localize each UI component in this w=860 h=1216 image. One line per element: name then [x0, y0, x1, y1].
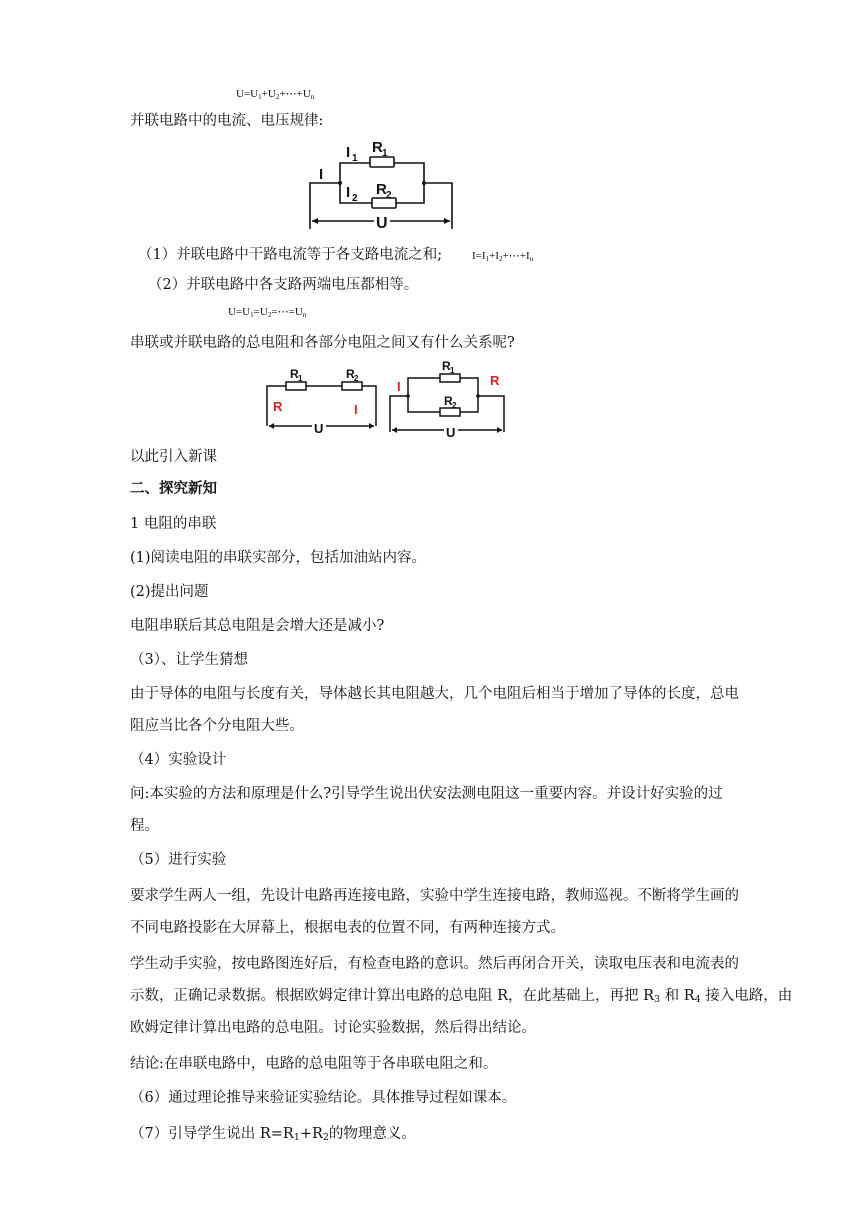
svg-text:R: R — [290, 367, 299, 381]
svg-text:R: R — [442, 360, 451, 373]
svg-text:1: 1 — [450, 366, 455, 375]
step-2: (2)提出问题 — [130, 584, 209, 600]
label-R2-sub: 2 — [386, 190, 392, 201]
parallel-circuit-small-diagram — [386, 360, 510, 442]
parallel-rule-heading: 并联电路中的电流、电压规律: — [130, 113, 324, 129]
section-heading: 二、探究新知 — [130, 480, 217, 497]
subsection-heading: 1 电阻的串联 — [130, 516, 217, 532]
step-1: (1)阅读电阻的串联实部分，包括加油站内容。 — [130, 550, 427, 566]
parallel-current-formula: $I=I_1+I_2+\cdots+I_n$ — [472, 250, 534, 263]
parallel-small-label-I: I — [397, 379, 401, 394]
svg-text:U: U — [314, 421, 324, 436]
svg-text:2: 2 — [354, 374, 359, 383]
guess-line-2: 阻应当比各个分电阻大些。 — [130, 718, 304, 734]
series-voltage-formula: $U=U_1+U_2+\cdots+U_n$ — [236, 88, 315, 101]
svg-text:1: 1 — [298, 374, 303, 383]
label-U: U — [376, 215, 388, 232]
label-I2: I — [346, 184, 351, 201]
action-line-2: 示数，正确记录数据。根据欧姆定律计算出电路的总电阻 R，在此基础上，再把 $R_3$ 和 $R_4$ 接入电路，由 — [130, 988, 793, 1005]
series-label-I: I — [354, 402, 358, 417]
problem-line: 电阻串联后其总电阻是会增大还是减小? — [130, 618, 385, 634]
series-circuit-diagram — [262, 362, 382, 440]
experiment-line-2: 不同电路投影在大屏幕上，根据电表的位置不同，有两种连接方式。 — [130, 920, 565, 936]
experiment-line-1: 要求学生两人一组，先设计电路再连接电路，实验中学生连接电路，教师巡视。不断将学生画的 — [130, 888, 739, 904]
series-label-R: R — [273, 399, 283, 414]
step-3: （3）、让学生猜想 — [130, 652, 248, 668]
intro-line: 以此引入新课 — [130, 449, 217, 465]
label-I1-sub: 1 — [352, 153, 358, 164]
step-4: （4）实验设计 — [130, 752, 227, 768]
label-I1: I — [346, 144, 351, 161]
parallel-small-label-R: R — [490, 373, 500, 388]
rule-2: （2）并联电路中各支路两端电压都相等。 — [148, 277, 419, 293]
svg-text:2: 2 — [452, 401, 457, 410]
parallel-circuit-diagram — [300, 133, 466, 233]
action-line-1: 学生动手实验，按电路图连好后，有检查电路的意识。然后再闭合开关，读取电压表和电流表的 — [130, 956, 739, 972]
label-R1-sub: 1 — [382, 148, 388, 159]
label-I2-sub: 2 — [352, 193, 358, 204]
step-6: （6）通过理论推导来验证实验结论。具体推导过程如课本。 — [130, 1090, 517, 1106]
label-R2: R — [376, 181, 387, 198]
design-line-2: 程。 — [130, 818, 159, 834]
parallel-voltage-formula: $U=U_1=U_2=\cdots=U_n$ — [228, 306, 307, 319]
conclusion-line: 结论:在串联电路中，电路的总电阻等于各串联电阻之和。 — [130, 1056, 498, 1072]
svg-text:U: U — [446, 425, 456, 440]
step-5: （5）进行实验 — [130, 852, 227, 868]
svg-text:R: R — [444, 394, 453, 408]
design-line-1: 问:本实验的方法和原理是什么?引导学生说出伏安法测电阻这一重要内容。并设计好实验的过 — [130, 786, 723, 802]
question-line: 串联或并联电路的总电阻和各部分电阻之间又有什么关系呢? — [130, 335, 515, 351]
step-7: （7）引导学生说出 $R=R_1+R_2$的物理意义。 — [130, 1126, 416, 1143]
svg-text:R: R — [346, 367, 355, 381]
guess-line-1: 由于导体的电阻与长度有关，导体越长其电阻越大，几个电阻后相当于增加了导体的长度，总电 — [130, 686, 739, 702]
rule-1: （1）并联电路中干路电流等于各支路电流之和; — [138, 247, 443, 263]
label-I: I — [319, 166, 324, 183]
action-line-3: 欧姆定律计算出电路的总电阻。讨论实验数据，然后得出结论。 — [130, 1020, 536, 1036]
label-R1: R — [372, 139, 383, 156]
